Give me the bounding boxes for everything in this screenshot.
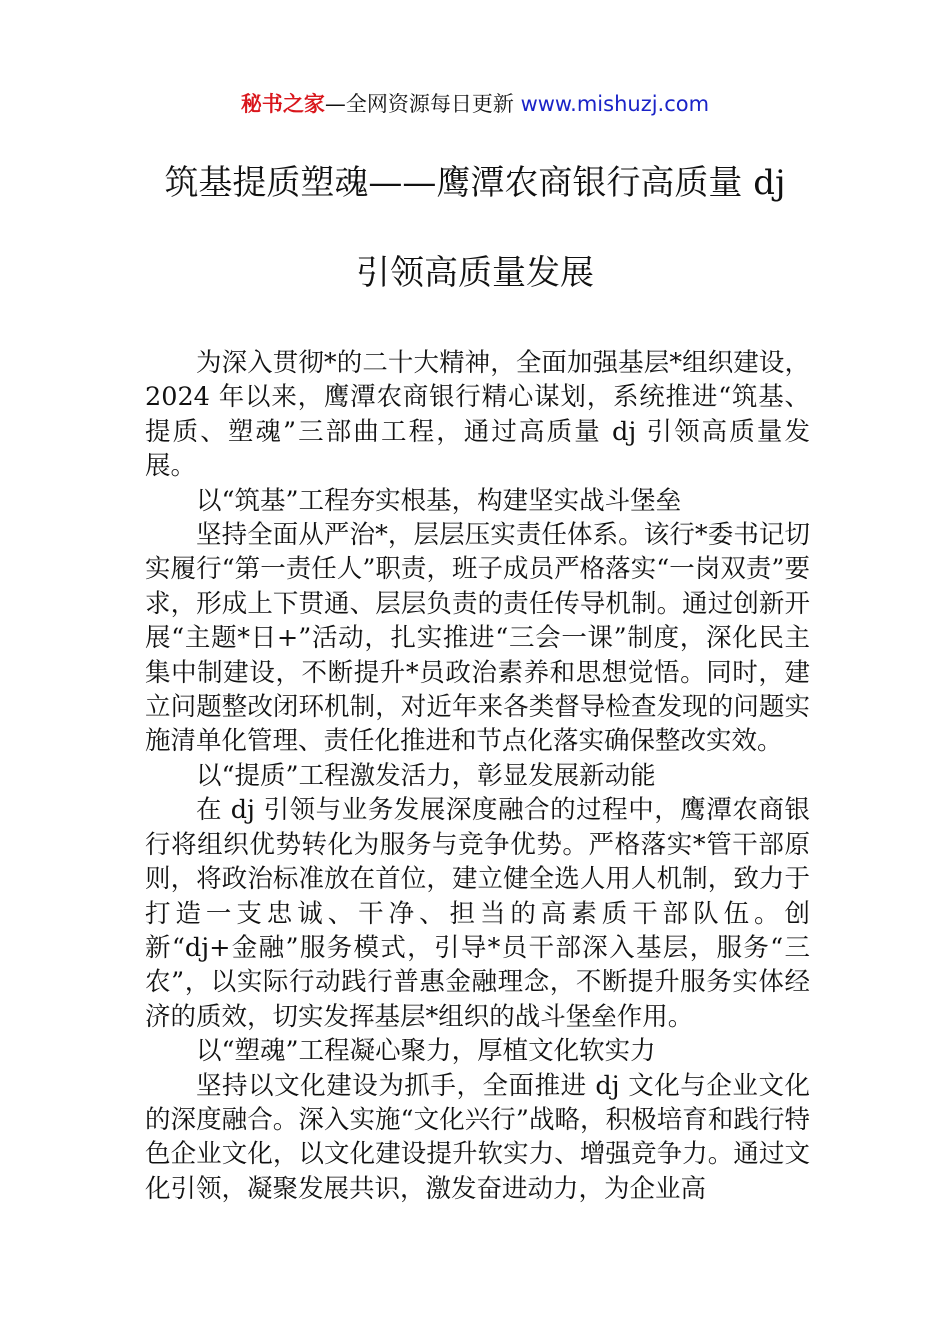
site-header <box>0 88 950 120</box>
section-2-paragraph: 在 dj 引领与业务发展深度融合的过程中，鹰潭农商银行将组织优势转化为服务与竞争优势。严格落实*管干部原则，将政治标准放在首位，建立健全选人用人机制，致力于打造一支忠诚、干净、担当的高素质干部队伍。创新“dj+金融”服务模式，引导*员干部深入基层，服务“三农”，以实际行动践行普惠金融理念，不断提升服务实体经济的质效，切实发挥基层*组织的战斗堡垒作用。 <box>145 795 810 1032</box>
section-1-heading: 以“筑基”工程夯实根基，构建坚实战斗堡垒 <box>196 485 682 516</box>
section-3-paragraph: 坚持以文化建设为抓手，全面推进 dj 文化与企业文化的深度融合。深入实施“文化兴行”战略，积极培育和践行特色企业文化，以文化建设提升软实力、增强竞争力。通过文化引领，凝聚发展共识，激发奋进动力，为企业高 <box>145 1070 810 1204</box>
document-title <box>60 158 890 298</box>
site-tagline: —全网资源每日更新 <box>324 92 514 116</box>
title-line-2: 引领高质量发展 <box>356 253 594 293</box>
intro-paragraph: 为深入贯彻*的二十大精神，全面加强基层*组织建设，2024 年以来，鹰潭农商银行精心谋划，系统推进“筑基、提质、塑魂”三部曲工程，通过高质量 dj 引领高质量发展。 <box>145 348 810 482</box>
section-3-heading: 以“塑魂”工程凝心聚力，厚植文化软实力 <box>196 1036 656 1067</box>
section-2-heading: 以“提质”工程激发活力，彰显发展新动能 <box>196 760 656 791</box>
site-url-link[interactable]: www.mishuzj.com <box>520 92 710 116</box>
section-1-paragraph: 坚持全面从严治*，层层压实责任体系。该行*委书记切实履行“第一责任人”职责，班子成员严格落实“一岗双责”要求，形成上下贯通、层层负责的责任传导机制。通过创新开展“主题*日+”活动，扎实推进“三会一课”制度，深化民主集中制建设，不断提升*员政治素养和思想觉悟。同时，建立问题整改闭环机制，对近年来各类督导检查发现的问题实施清单化管理、责任化推进和节点化落实确保整改实效。 <box>145 520 810 757</box>
site-brand: 秘书之家 <box>240 92 325 116</box>
title-line-1: 筑基提质塑魂——鹰潭农商银行高质量 dj <box>164 163 786 203</box>
document-body <box>145 346 810 1206</box>
